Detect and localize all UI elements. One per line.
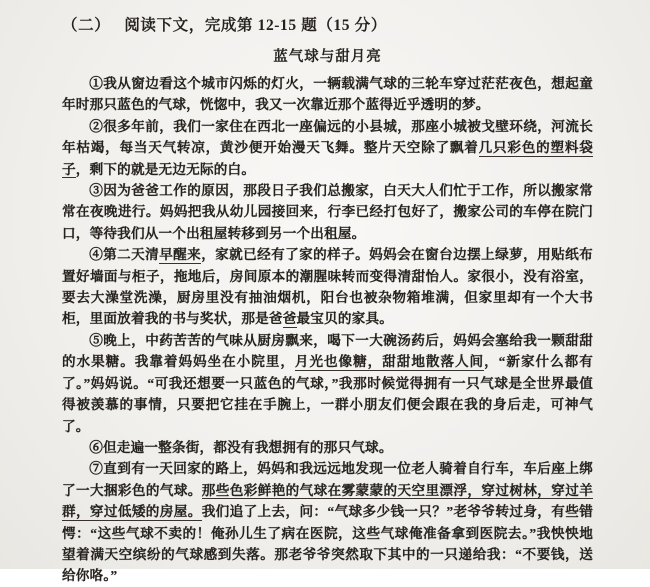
passage-paragraph bbox=[62, 458, 593, 586]
section-header bbox=[62, 13, 593, 35]
text-segment: ，家就已经有了家的样子。妈妈会在窗台边摆上绿萝，用贴纸布置好墙面与柜子，拖地后，房间原本的潮腥味转而变得清甜怡人。家很小，没有浴室，要去大澡堂洗澡，厨房里没有抽油烟机，阳台也被杂物箱堆满，但家里却有一个大书柜，里面放着我的书与奖状，那是爸 bbox=[62, 247, 593, 327]
underlined-phrase: 月光也像糖，甜甜地散落人间 bbox=[294, 354, 485, 370]
text-segment: ⑦直到有一天回家的路上，妈妈和我远远地发现一位老人骑着自行车，车后座上绑了一大捆彩色的气球。 bbox=[62, 461, 593, 498]
underlined-phrase: 早醒来 bbox=[159, 247, 202, 263]
passage-body bbox=[62, 73, 593, 587]
passage-paragraph bbox=[62, 180, 593, 244]
passage-paragraph bbox=[62, 437, 593, 458]
passage-paragraph bbox=[62, 116, 593, 180]
section-instruction: 阅读下文，完成第 12-15 题（15 分） bbox=[124, 17, 387, 34]
underlined-phrase: 几只彩色的塑料袋子 bbox=[62, 140, 593, 177]
text-segment: ⑥但走遍一整条街，都没有我想拥有的那只气球。 bbox=[89, 439, 393, 455]
text-segment: ⑤晚上，中药苦苦的气味从厨房飘来，喝下一大碗汤药后，妈妈会塞给我一颗甜甜的水果糖。我靠着妈妈坐在小院里， bbox=[62, 332, 593, 370]
text-segment: ③因为爸爸工作的原因，那段日子我们总搬家，白天大人们忙于工作，所以搬家常常在夜晚进行。妈妈把我从幼儿园接回来，行李已经打包好了，搬家公司的车停在院门口，等待我们从一个出租屋转移到另一个出租屋。 bbox=[62, 183, 593, 241]
passage-paragraph bbox=[62, 244, 593, 330]
text-segment: ，“新家什么都有了。”妈妈说。“可我还想要一只蓝色的气球，”我那时候觉得拥有一只气球是全世界最值得被羡慕的事情，只要把它挂在手腕上，一群小朋友们便会跟在我的身后走，可神气了。 bbox=[62, 354, 593, 434]
passage-paragraph bbox=[62, 73, 593, 116]
text-segment: 最宝贝的家具。 bbox=[296, 311, 394, 327]
text-segment: ①我从窗边看这个城市闪烁的灯火，一辆载满气球的三轮车穿过茫茫夜色，想起童年时那只蓝色的气球，恍惚中，我又一次靠近那个蓝得近乎透明的梦。 bbox=[62, 76, 593, 113]
underlined-phrase: 爸 bbox=[282, 311, 297, 327]
text-segment: ②很多年前，我们一家住在西北一座偏远的小县城，那座小城被戈壁环绕，河流长年枯竭，每当天气转凉，黄沙便开始漫天飞舞。整片天空除了飘着 bbox=[62, 118, 593, 156]
text-segment: ，剩下的就是无边无际的白。 bbox=[75, 161, 256, 177]
underlined-phrase: 那些色彩鲜艳的气球在雾蒙蒙的天空里漂浮，穿过树林，穿过羊群，穿过低矮的房屋。 bbox=[62, 482, 594, 520]
section-number: （二） bbox=[62, 17, 111, 34]
text-segment: 我们追了上去，问：“气球多少钱一只？”老爷爷转过身，有些错愕：“这些气球不卖的！俺孙儿生了病在医院，这些气球俺准备拿到医院去。”我怏怏地望着满天空缤纷的气球感到失落。那老爷爷突然取下其中的一只递给我：“不要钱，送给你咯。” bbox=[62, 504, 593, 584]
passage-title: 蓝气球与甜月亮 bbox=[273, 49, 382, 65]
text-segment: ④第二天清 bbox=[89, 247, 160, 263]
passage-paragraph bbox=[62, 330, 593, 437]
